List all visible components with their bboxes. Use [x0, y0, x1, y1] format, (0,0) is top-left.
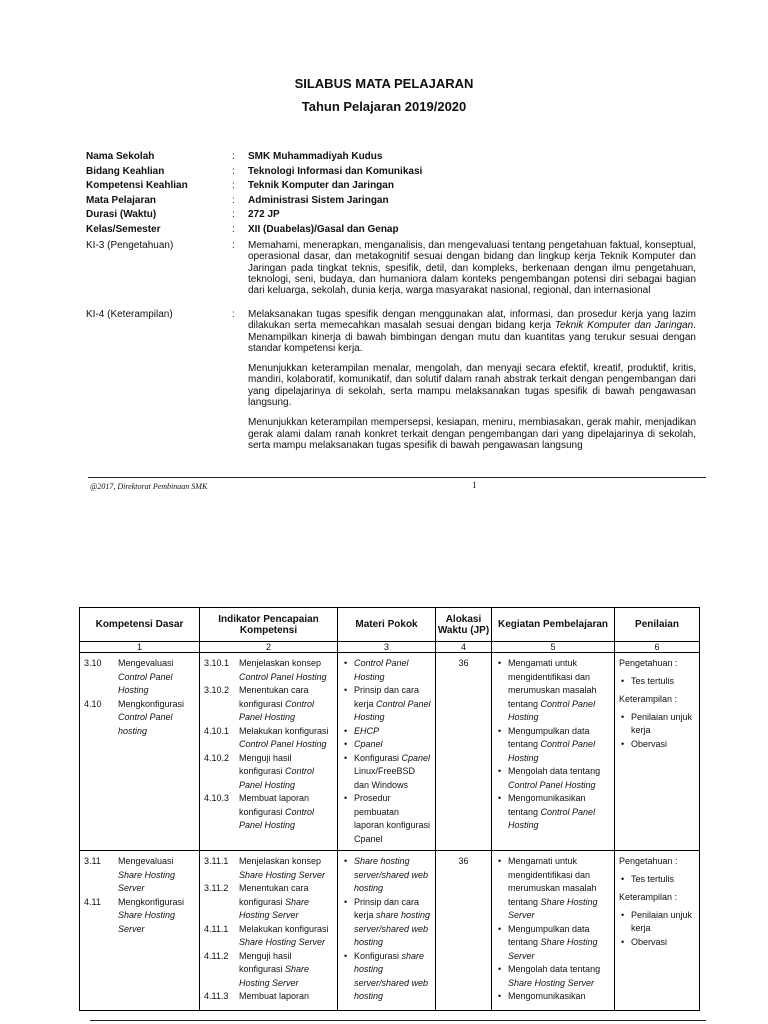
pengetahuan-label: Pengetahuan :: [619, 658, 678, 668]
kd-number: 4.11: [84, 896, 101, 907]
kegiatan-list: [496, 657, 610, 833]
materi-item: • EHCP: [354, 725, 431, 739]
indikator-number: 4.10.3: [204, 793, 230, 803]
info-colon: :: [232, 165, 235, 177]
kegiatan-item: • Mengomunikasikan tentang Control Panel Hosting: [508, 792, 610, 833]
indikator-cell: [200, 851, 338, 1011]
info-colon: :: [232, 223, 235, 235]
materi-item: • Cpanel: [354, 738, 431, 752]
materi-item: • Konfigurasi share hosting server/shared web hosting: [354, 950, 431, 1004]
ki4-paragraph-3: Menunjukkan keterampilan mempersepsi, kesiapan, meniru, membiasakan, gerak mahir, menjadikan gerak alami dalam ranah konkret terkait dengan pengembangan dari yang dipelajarinya di sekolah, serta mampu melaksanakan tugas spesifik di bawah pengawasan langsung: [248, 417, 696, 451]
alokasi-waktu-cell: 36: [436, 851, 492, 1011]
pengetahuan-list: [619, 675, 695, 689]
kd-item: [84, 698, 195, 739]
indikator-text: Menguji hasil konfigurasi Control Panel Hosting: [239, 752, 315, 790]
indikator-number: 4.11.2: [204, 950, 229, 961]
table-row: [80, 653, 700, 851]
indikator-number: 3.11.2: [204, 883, 229, 893]
materi-item: • Share hosting server/shared web hosting: [354, 855, 431, 896]
page-number: 1: [472, 480, 477, 490]
table-header-row: [80, 608, 700, 642]
info-label: Kelas/Semester: [86, 223, 161, 235]
table-row: [80, 851, 700, 1011]
penilaian-item: • Penilaian unjuk kerja: [631, 711, 695, 738]
penilaian-item: • Obervasi: [631, 738, 695, 752]
materi-item: • Prinsip dan cara kerja share hosting server/shared web hosting: [354, 896, 431, 950]
indikator-number: 4.10.1: [204, 725, 230, 736]
kd-number: 3.10: [84, 658, 102, 668]
kegiatan-item: • Mengamati untuk mengidentifikasi dan merumuskan masalah tentang Control Panel Hosting: [508, 657, 610, 725]
header-kompetensi-dasar: Kompetensi Dasar: [80, 608, 200, 642]
ki4-paragraph-2: Menunjukkan keterampilan menalar, mengolah, dan menyaji secara efektif, kreatif, produktif, kritis, mandiri, kolaboratif, komunikatif, dan solutif dalam ranah abstrak terkait dengan pengembangan dari yang dipelajarinya di sekolah, serta mampu melaksanakan tugas spesifik di bawah pengawasan langsung.: [248, 363, 696, 409]
materi-pokok-cell: [338, 653, 436, 851]
materi-pokok-cell: [338, 851, 436, 1011]
pengetahuan-label: Pengetahuan :: [619, 856, 678, 866]
penilaian-cell: [615, 851, 700, 1011]
indikator-item: [204, 752, 333, 793]
keterampilan-label: Keterampilan :: [619, 694, 678, 704]
info-row: [86, 165, 696, 180]
header-kegiatan: Kegiatan Pembelajaran: [492, 608, 615, 642]
keterampilan-label: Keterampilan :: [619, 892, 678, 902]
info-row: [86, 208, 696, 223]
syllabus-table: [79, 607, 700, 1011]
indikator-item: [204, 792, 333, 833]
ki4-label: KI-4 (Keterampilan): [86, 309, 173, 320]
header-materi-pokok: Materi Pokok: [338, 608, 436, 642]
indikator-item: [204, 657, 333, 684]
footer-divider: [88, 477, 706, 478]
penilaian-cell: [615, 653, 700, 851]
penilaian-item: • Tes tertulis: [631, 675, 695, 689]
kd-number: 4.10: [84, 698, 102, 709]
info-value: Teknik Komputer dan Jaringan: [248, 180, 394, 191]
materi-item: • Prinsip dan cara kerja Control Panel Hosting: [354, 684, 431, 725]
indikator-item: [204, 725, 333, 752]
ki4-text: [248, 309, 696, 460]
indikator-number: 3.10.2: [204, 685, 230, 695]
info-label: Mata Pelajaran: [86, 194, 157, 206]
pengetahuan-list: [619, 873, 695, 887]
ki4-colon: :: [232, 309, 235, 320]
indikator-item: [204, 684, 333, 725]
col-number: 2: [200, 642, 338, 653]
indikator-item: [204, 990, 333, 1004]
ki4-block: [86, 309, 696, 460]
info-row: [86, 223, 696, 238]
school-info: [86, 150, 696, 237]
penilaian-item: • Tes tertulis: [631, 873, 695, 887]
kd-number: 3.11: [84, 856, 101, 866]
info-label: Nama Sekolah: [86, 151, 155, 162]
ki4-paragraph-1: Melaksanakan tugas spesifik dengan menggunakan alat, informasi, dan prosedur kerja yang lazim dilakukan serta memecahkan masalah sesuai dengan bidang kerja Teknik Komputer dan Jaringan. Menampilkan kinerja di bawah bimbingan dengan mutu dan kuantitas yang terukur sesuai dengan standar kompetensi kerja.: [248, 309, 696, 354]
kegiatan-item: • Mengolah data tentang Control Panel Hosting: [508, 765, 610, 792]
kd-text: Mengkonfigurasi Control Panel hosting: [118, 698, 185, 736]
info-row: [86, 194, 696, 209]
col-number: 3: [338, 642, 436, 653]
kompetensi-dasar-cell: [80, 653, 200, 851]
info-value: SMK Muhammadiyah Kudus: [248, 151, 383, 162]
materi-list: [342, 855, 431, 1004]
indikator-item: [204, 950, 333, 991]
materi-list: [342, 657, 431, 846]
kegiatan-item: • Mengumpulkan data tentang Share Hosting Server: [508, 923, 610, 964]
info-row: [86, 179, 696, 194]
col-number: 4: [436, 642, 492, 653]
alokasi-waktu-cell: 36: [436, 653, 492, 851]
kompetensi-dasar-cell: [80, 851, 200, 1011]
info-colon: :: [232, 180, 235, 191]
ki3-block: [86, 240, 696, 305]
indikator-text: Menjelaskan konsep Control Panel Hosting: [239, 658, 327, 682]
header-alokasi-waktu: Alokasi Waktu (JP): [436, 608, 492, 642]
info-colon: :: [232, 151, 235, 162]
penilaian-item: • Penilaian unjuk kerja: [631, 909, 695, 936]
kegiatan-item: • Mengamati untuk mengidentifikasi dan merumuskan masalah tentang Share Hosting Server: [508, 855, 610, 923]
kd-text: Mengevaluasi Control Panel Hosting: [118, 658, 174, 695]
info-value: 272 JP: [248, 209, 280, 220]
indikator-text: Membuat laporan: [239, 991, 310, 1001]
indikator-number: 3.10.1: [204, 658, 230, 668]
info-colon: :: [232, 194, 235, 206]
indikator-number: 3.11.1: [204, 856, 229, 866]
indikator-item: [204, 923, 333, 950]
indikator-item: [204, 855, 333, 882]
kd-item: [84, 855, 195, 896]
indikator-number: 4.11.1: [204, 923, 229, 934]
materi-item: • Control Panel Hosting: [354, 657, 431, 684]
info-row: [86, 150, 696, 165]
table-number-row: [80, 642, 700, 653]
kegiatan-item: • Mengumpulkan data tentang Control Panel Hosting: [508, 725, 610, 766]
indikator-number: 4.10.2: [204, 752, 230, 763]
info-label: Bidang Keahlian: [86, 165, 165, 177]
indikator-text: Melakukan konfigurasi Share Hosting Server: [239, 923, 329, 947]
kegiatan-list: [496, 855, 610, 1004]
kd-item: [84, 657, 195, 698]
kegiatan-cell: [492, 851, 615, 1011]
kd-text: Mengevaluasi Share Hosting Server: [118, 856, 176, 893]
page-title: SILABUS MATA PELAJARAN: [294, 76, 474, 91]
indikator-item: [204, 882, 333, 923]
header-penilaian: Penilaian: [615, 608, 700, 642]
indikator-text: Menguji hasil konfigurasi Share Hosting Server: [239, 950, 310, 988]
ki3-colon: :: [232, 240, 235, 251]
footer-copyright: @2017, Direktorat Pembinaan SMK: [90, 482, 208, 491]
materi-item: • Prosedur pembuatan laporan konfigurasi Cpanel: [354, 792, 431, 846]
materi-item: • Konfigurasi Cpanel Linux/FreeBSD dan Windows: [354, 752, 431, 793]
indikator-text: Menentukan cara konfigurasi Control Panel Hosting: [239, 685, 315, 722]
indikator-number: 4.11.3: [204, 991, 229, 1001]
header-indikator: Indikator Pencapaian Kompetensi: [200, 608, 338, 642]
page-subtitle: Tahun Pelajaran 2019/2020: [301, 99, 467, 114]
info-value: XII (Duabelas)/Gasal dan Genap: [248, 223, 399, 235]
keterampilan-list: [619, 909, 695, 950]
info-label: Kompetensi Keahlian: [86, 180, 188, 191]
indikator-text: Melakukan konfigurasi Control Panel Hosting: [239, 725, 329, 749]
col-number: 1: [80, 642, 200, 653]
keterampilan-list: [619, 711, 695, 752]
ki3-text: Memahami, menerapkan, menganalisis, dan mengevaluasi tentang pengetahuan faktual, konseptual, operasional dasar, dan metakognitif sesuai dengan bidang dan lingkup kerja Teknik Komputer dan Jaringan pada tingkat teknis, spesifik, detil, dan kompleks, berkenaan dengan ilmu pengetahuan, teknologi, seni, budaya, dan humaniora dalam konteks pengembangan potensi diri sebagai bagian dari keluarga, sekolah, dunia kerja, warga masyarakat nasional, regional, dan internasional: [248, 240, 696, 297]
indikator-text: Membuat laporan konfigurasi Control Panel Hosting: [239, 793, 315, 830]
kd-text: Mengkonfigurasi Share Hosting Server: [118, 896, 185, 934]
indikator-cell: [200, 653, 338, 851]
indikator-text: Menentukan cara konfigurasi Share Hosting Server: [239, 883, 310, 920]
kd-item: [84, 896, 195, 937]
col-number: 5: [492, 642, 615, 653]
col-number: 6: [615, 642, 700, 653]
kegiatan-item: • Mengomunikasikan: [508, 990, 610, 1004]
info-colon: :: [232, 209, 235, 220]
ki3-label: KI-3 (Pengetahuan): [86, 240, 174, 251]
penilaian-item: • Obervasi: [631, 936, 695, 950]
kegiatan-item: • Mengolah data tentang Share Hosting Server: [508, 963, 610, 990]
indikator-text: Menjelaskan konsep Share Hosting Server: [239, 856, 326, 880]
bottom-divider: [90, 1020, 706, 1021]
kegiatan-cell: [492, 653, 615, 851]
info-label: Durasi (Waktu): [86, 209, 157, 220]
info-value: Teknologi Informasi dan Komunikasi: [248, 165, 423, 177]
info-value: Administrasi Sistem Jaringan: [248, 194, 389, 206]
